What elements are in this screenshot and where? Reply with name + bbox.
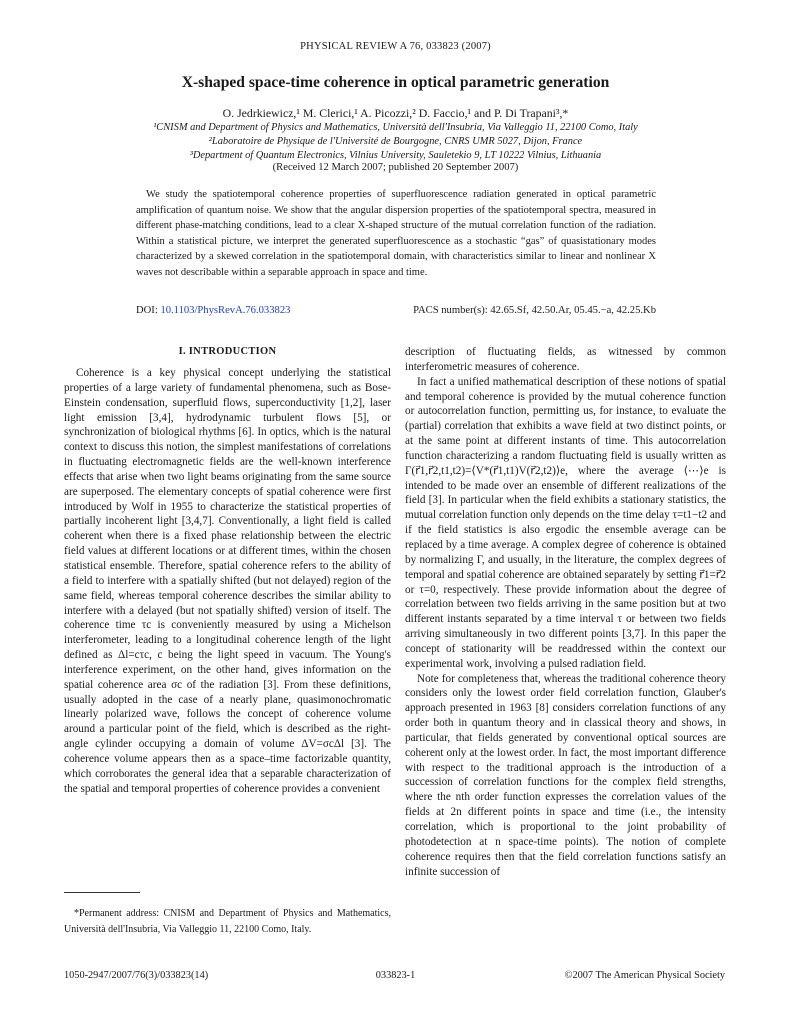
intro-paragraph-1: Coherence is a key physical concept underlying the statistical properties of a large variety of fundamental phenomena, such as Bose-Einstein condensation, superfluid flows, superconductivity [1,2], laser light emission [3,4], hydrodynamic turbulent flows [5], or synchronization of biological rhythms [6]. In optics, which is the natural context to discuss this notion, the simplest manifestations of correlations in fluctuating electromagnetic fields are the well-known interference effects that arise when two light beams originating from the same source are superposed. The elementary concepts of spatial coherence were first introduced by Wolf in 1955 to characterize the statistical properties of partially incoherent light [3,4,7]. Conventionally, a light field is called coherent when there is a fixed phase relationship between the electric field values at different locations or at different times, within the chosen statistical ensemble. Therefore, spatial coherence refers to the ability of a field to interfere with a spatially shifted (but not delayed) region of the same field, whereas temporal coherence describes the similar ability to interfere with a delayed (but not spatially shifted) version of itself. The coherence time τc is conveniently measured by using a Michelson interferometer, leading to a longitudinal coherence length of the light defined as Δl=cτc, c being the light speed in vacuum. The Young's interference experiment, on the other hand, gives information on the spatial coherence area σc of the radiation [3]. From these definitions, usually adopted in the case of a nearly plane, quasimonochromatic linearly polarized wave, follows the concept of coherence volume around a particular point of the field, which is described as the right-angle cylinder occupying a domain of volume ΔV=σcΔl [3]. The coherence volume appears then as a space–time factorizable quantity, which corroborates the general idea that a separable characterization of the spatial and temporal properties of coherence provides a convenient: [64, 367, 391, 795]
paper-title: X-shaped space-time coherence in optical parametric generation: [181, 74, 610, 91]
right-column: [405, 345, 726, 879]
doi-link[interactable]: 10.1103/PhysRevA.76.033823: [160, 305, 291, 316]
author-list: O. Jedrkiewicz,¹ M. Clerici,¹ A. Picozzi,² D. Faccio,¹ and P. Di Trapani³,*: [222, 106, 569, 120]
abstract: We study the spatiotemporal coherence properties of superfluorescence radiation generated in optical parametric amplification of quantum noise. We show that the angular dispersion properties of the spatiotemporal spectra, measured in different phase-matching conditions, lead to a clear X-shaped structure of the mutual correlation function of the radiation. Within a statistical picture, we interpret the generated superfluorescence as a stochastic “gas” of quasistationary modes characterized by a skewed correlation in the spatiotemporal domain, with characteristics similar to linear and nonlinear X waves not describable within a separable approach in space and time.: [136, 189, 656, 278]
section-heading: I. INTRODUCTION: [178, 346, 277, 357]
footer-copyright: ©2007 The American Physical Society: [564, 970, 725, 981]
doi-label: DOI:: [136, 305, 158, 316]
footnote: *Permanent address: CNISM and Department of Physics and Mathematics, Università dell'Insubria, Via Valleggio 11, 22100 Como, Italy.: [64, 908, 391, 935]
running-head: PHYSICAL REVIEW A 76, 033823 (2007): [300, 41, 491, 52]
affiliation-1: ¹CNISM and Department of Physics and Mathematics, Università dell'Insubria, Via Valleggio 11, 22100 Como, Italy: [153, 122, 638, 133]
intro-paragraph-2: In fact a unified mathematical description of these notions of spatial and temporal coherence is provided by the mutual coherence function or autocorrelation function, permitting us, for instance, to evaluate the (partial) correlation that exhibits a wave field at two distinct points, or at the same point at different instants of time. This autocorrelation function characterizing a random fluctuating field is usually written as Γ(r⃗1,r⃗2,t1,t2)=⟨V*(r⃗1,t1)V(r⃗2,t2)⟩e, where the average ⟨⋯⟩e is intended to be made over an ensemble of different realizations of the field [3]. In particular when the field exhibits a stationary statistics, the mutual correlation function only depends on the time delay τ=t1−t2 and if the field statistics is also ergodic the ensemble average can be replaced by a time average. A complex degree of coherence is obtained by normalizing Γ, and usually, in the literature, the complex degrees of temporal and spatial coherence are obtained separately by setting r⃗1=r⃗2 or τ=0, respectively. These provide information about the degree of correlation between two fields arriving in the same position but at two different instants separated by a time interval τ or between two fields arriving simultaneously in two different points [3,7]. In this paper the concept of stationarity will be readdressed within the context our experimental work, involving a pulsed radiation field.: [405, 375, 726, 670]
pacs-numbers: PACS number(s): 42.65.Sf, 42.50.Ar, 05.45.−a, 42.25.Kb: [413, 305, 656, 316]
footer-issn: 1050-2947/2007/76(3)/033823(14): [64, 970, 209, 981]
footer-page-number: 033823-1: [375, 970, 416, 981]
footnote-divider: [64, 892, 140, 893]
left-column: [64, 366, 391, 796]
affiliation-2: ²Laboratoire de Physique de l'Université de Bourgogne, CNRS UMR 5027, Dijon, France: [208, 136, 583, 147]
affiliation-3: ³Department of Quantum Electronics, Vilnius University, Sauletekio 9, LT 10222 Vilnius, Lithuania: [189, 150, 602, 161]
intro-paragraph-continued: description of fluctuating fields, as witnessed by common interferometric measures of coherence.: [405, 346, 726, 373]
doi-pacs-line: [136, 305, 656, 316]
received-dates: (Received 12 March 2007; published 20 September 2007): [272, 162, 519, 173]
intro-paragraph-3: Note for completeness that, whereas the traditional coherence theory considers only the lowest order field correlation function, Glauber's approach presented in 1963 [8] considers correlation functions of any order both in quantum theory and in classical theory and shows, in particular, that fields generated by conventional optical sources are coherent only at the lowest order. In fact, the most important difference with respect to the traditional approach is the introduction of a succession of correlation functions for the complex field strengths, where the nth order function expresses the correlation values of the fields at 2n different points in space and time (i.e., the intensity correlation, which is proportional to the joint probability of photodetection at n space-time points). The notion of complete coherence requires then that the field correlation functions satisfy an infinite succession of: [405, 672, 726, 878]
